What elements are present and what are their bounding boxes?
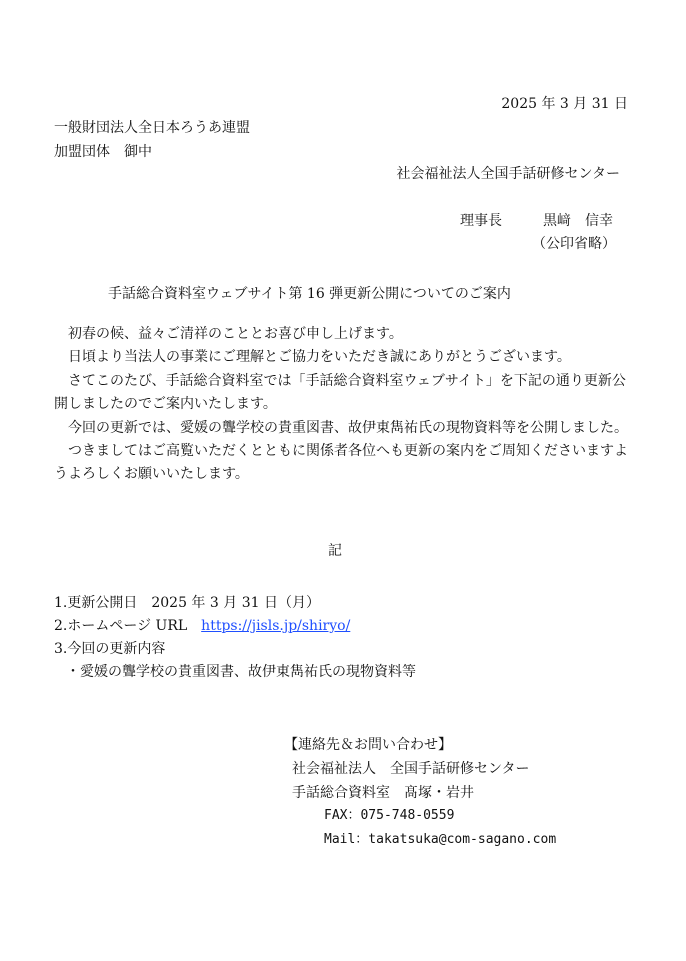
sender-role: 理事長 [460,213,502,229]
item-homepage-url-label: 2.ホームページ URL [54,618,202,634]
recipient-addressee: 加盟団体 御中 [54,144,152,160]
contact-organization: 社会福祉法人 全国手話研修センター [292,761,530,777]
body-paragraph: 今回の更新では、愛媛の聾学校の貴重図書、故伊東雋祐氏の現物資料等を公開しました。 [68,419,628,436]
contact-header: 【連絡先＆お問い合わせ】 [284,737,452,753]
sender-organization: 社会福祉法人全国手話研修センター [396,166,620,182]
recipient-organization: 一般財団法人全日本ろうあ連盟 [54,120,250,136]
item-update-date: 1.更新公開日 2025 年 3 月 31 日（月） [54,595,320,611]
item-homepage-url [54,618,350,635]
item-update-contents: 3.今回の更新内容 [54,641,166,657]
body-paragraph: つきましてはご高覧いただくとともに関係者各位へも更新の案内をご周知くださいますようよろしくお願いいたします。 [54,443,628,483]
body-paragraph: さてこのたび、手話総合資料室では「手話総合資料室ウェブサイト」を下記の通り更新公開しましたのでご案内いたします。 [54,372,626,413]
letter-date: 2025 年 3 月 31 日 [501,96,628,112]
body-paragraph: 初春の候、益々ご清祥のこととお喜び申し上げます。 [68,326,403,342]
letter-body [54,323,638,487]
contact-fax: FAX：075-748-0559 [324,808,455,823]
letter-subject: 手話総合資料室ウェブサイト第 16 弾更新公開についてのご案内 [108,286,511,302]
item-update-contents-detail: ・愛媛の聾学校の貴重図書、故伊東雋祐氏の現物資料等 [66,664,416,680]
contact-mail: Mail：takatsuka@com-sagano.com [324,832,557,847]
body-paragraph: 日頃より当法人の事業にご理解とご協力をいただき誠にありがとうございます。 [68,349,571,366]
sender-name: 黒﨑 信幸 [543,213,613,229]
ki-heading: 記 [328,543,342,559]
contact-room: 手話総合資料室 髙塚・岩井 [292,785,474,801]
seal-omitted-note: （公印省略） [532,236,616,252]
homepage-url-link[interactable]: https://jisls.jp/shiryo/ [201,618,351,634]
